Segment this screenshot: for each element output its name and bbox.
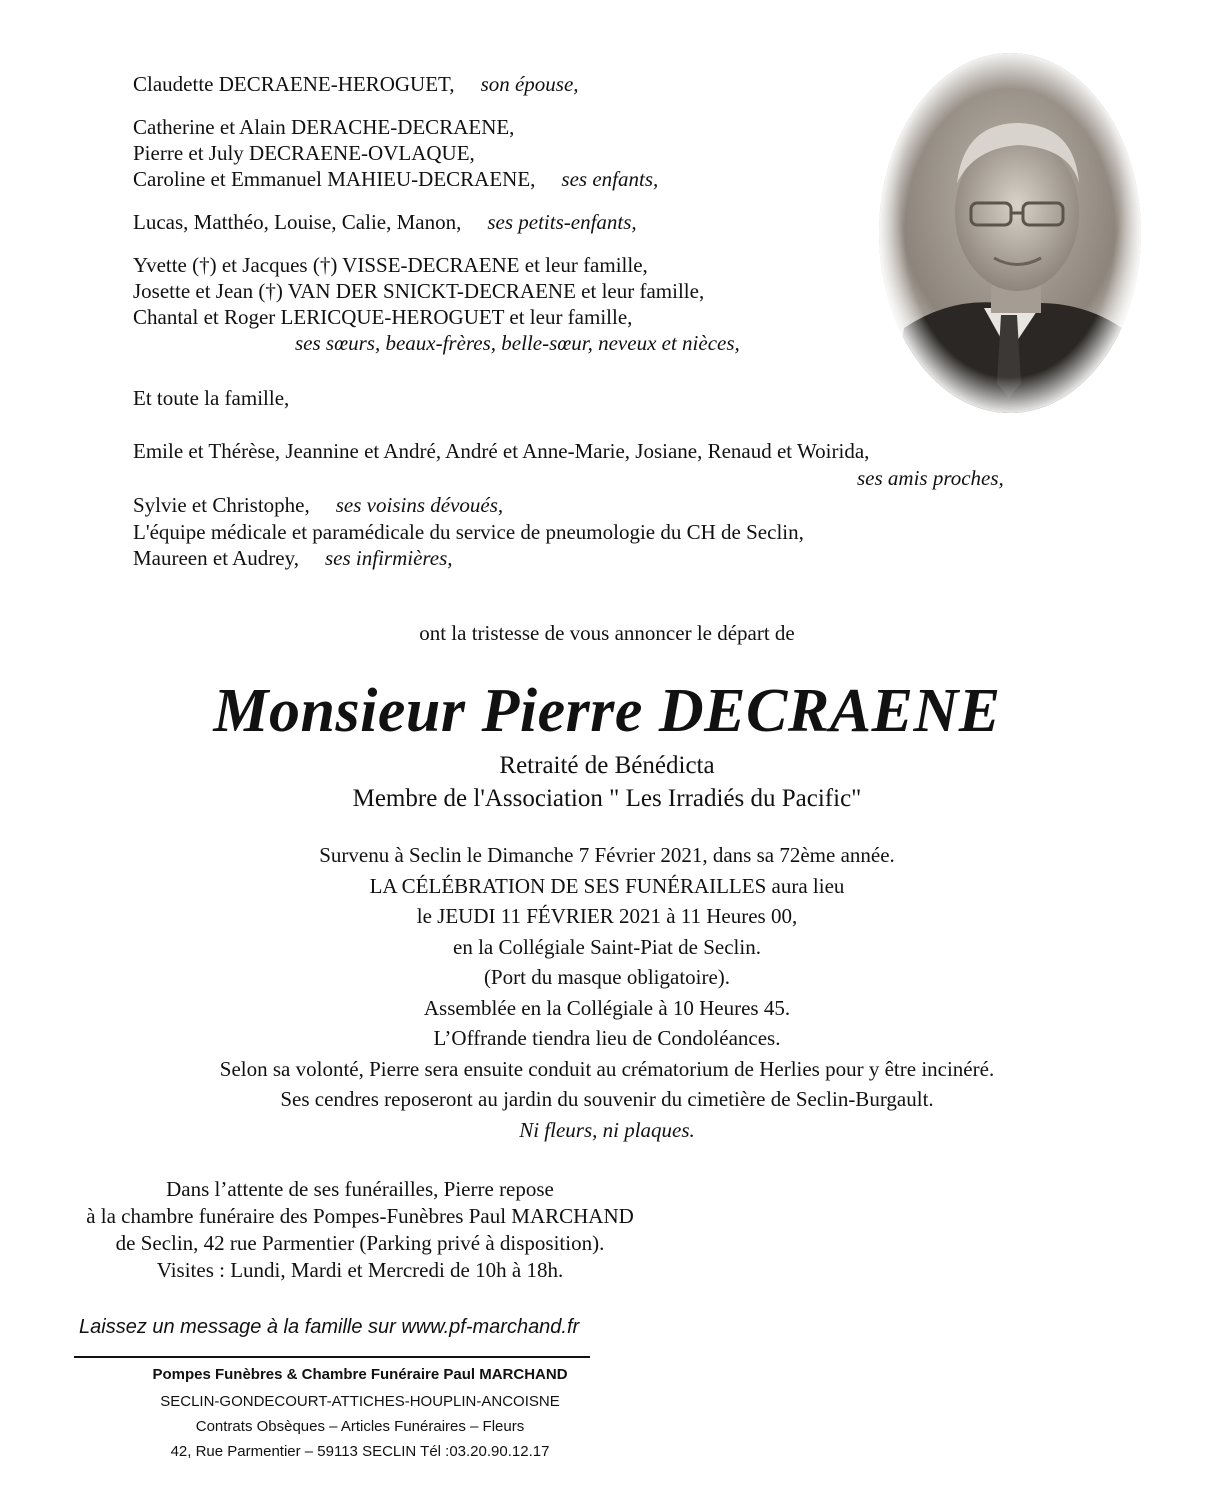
detail-line: Assemblée en la Collégiale à 10 Heures 45. xyxy=(423,995,791,1020)
deceased-name: Monsieur Pierre DECRAENE xyxy=(213,677,1001,745)
grandchildren-names: Lucas, Matthéo, Louise, Calie, Manon, xyxy=(133,210,462,234)
funeral-home-line: de Seclin, 42 rue Parmentier (Parking privé à disposition). xyxy=(115,1231,605,1255)
detail-line: Ses cendres reposeront au jardin du souvenir du cimetière de Seclin-Burgault. xyxy=(280,1087,934,1111)
whole-family-line: Et toute la famille, xyxy=(133,386,290,410)
friends-relation: ses amis proches, xyxy=(857,466,1004,490)
neighbours-line xyxy=(133,492,503,518)
nurses-relation: ses infirmières, xyxy=(325,546,453,570)
siblings-block xyxy=(133,252,740,356)
footer-divider xyxy=(74,1356,590,1358)
siblings-relation: ses sœurs, beaux-frères, belle-sœur, neveux et nièces, xyxy=(295,331,740,355)
children-relation: ses enfants, xyxy=(561,167,659,191)
friends-line: Emile et Thérèse, Jeannine et André, André et Anne-Marie, Josiane, Renaud et Woirida, xyxy=(133,439,870,463)
medical-team-line: L'équipe médicale et paramédicale du service de pneumologie du CH de Seclin, xyxy=(133,520,804,544)
deceased-subtitle-1: Retraité de Bénédicta xyxy=(499,752,715,779)
footer-company: Pompes Funèbres & Chambre Funéraire Paul MARCHAND xyxy=(152,1366,568,1383)
child-line xyxy=(133,166,658,192)
grandchildren-line xyxy=(133,209,637,235)
detail-line: (Port du masque obligatoire). xyxy=(483,965,731,989)
funeral-home-line: Visites : Lundi, Mardi et Mercredi de 10h à 18h. xyxy=(156,1258,564,1282)
funeral-home-info xyxy=(0,1176,720,1284)
nurses-line xyxy=(133,545,453,571)
portrait-image xyxy=(879,53,1141,413)
portrait-photo xyxy=(879,53,1141,413)
family-line-spouse xyxy=(133,71,579,97)
nurses-names: Maureen et Audrey, xyxy=(133,546,299,570)
funeral-home-line: à la chambre funéraire des Pompes-Funèbres Paul MARCHAND xyxy=(86,1204,634,1228)
sibling-line: Yvette (†) et Jacques (†) VISSE-DECRAENE et leur famille, xyxy=(133,253,648,277)
sibling-line: Josette et Jean (†) VAN DER SNICKT-DECRAENE et leur famille, xyxy=(133,279,705,303)
child-line: Catherine et Alain DERACHE-DECRAENE, xyxy=(133,115,515,139)
detail-line: L’Offrande tiendra lieu de Condoléances. xyxy=(433,1026,781,1050)
detail-line: LA CÉLÉBRATION DE SES FUNÉRAILLES aura lieu xyxy=(369,873,845,898)
child-line: Pierre et July DECRAENE-OVLAQUE, xyxy=(133,141,475,165)
spouse-name: Claudette DECRAENE-HEROGUET, xyxy=(133,72,455,96)
neighbours-relation: ses voisins dévoués, xyxy=(335,493,504,517)
child-name: Caroline et Emmanuel MAHIEU-DECRAENE, xyxy=(133,167,536,191)
no-flowers-note: Ni fleurs, ni plaques. xyxy=(519,1117,695,1142)
message-invitation: Laissez un message à la famille sur www.pf-marchand.fr xyxy=(79,1316,580,1338)
detail-line: Selon sa volonté, Pierre sera ensuite conduit au crématorium de Herlies pour y être incinéré. xyxy=(219,1056,995,1081)
funeral-home-line: Dans l’attente de ses funérailles, Pierre repose xyxy=(166,1177,554,1201)
announcement-text: ont la tristesse de vous annoncer le départ de xyxy=(419,621,795,645)
footer-services: Contrats Obsèques – Articles Funéraires – Fleurs xyxy=(195,1418,525,1435)
neighbours-names: Sylvie et Christophe, xyxy=(133,493,310,517)
detail-line: le JEUDI 11 FÉVRIER 2021 à 11 Heures 00, xyxy=(416,904,798,928)
funeral-details xyxy=(0,840,1214,1145)
grandchildren-relation: ses petits-enfants, xyxy=(487,210,637,234)
detail-line: en la Collégiale Saint-Piat de Seclin. xyxy=(453,934,761,959)
footer-towns: SECLIN-GONDECOURT-ATTICHES-HOUPLIN-ANCOISNE xyxy=(160,1393,560,1410)
sibling-line: Chantal et Roger LERICQUE-HEROGUET et leur famille, xyxy=(133,305,633,329)
spouse-relation: son épouse, xyxy=(480,72,579,96)
detail-line: Survenu à Seclin le Dimanche 7 Février 2021, dans sa 72ème année. xyxy=(319,843,895,867)
footer-address: 42, Rue Parmentier – 59113 SECLIN Tél :03.20.90.12.17 xyxy=(170,1443,550,1460)
deceased-subtitle-2: Membre de l'Association " Les Irradiés du Pacific" xyxy=(352,785,862,812)
children-block xyxy=(133,114,658,192)
